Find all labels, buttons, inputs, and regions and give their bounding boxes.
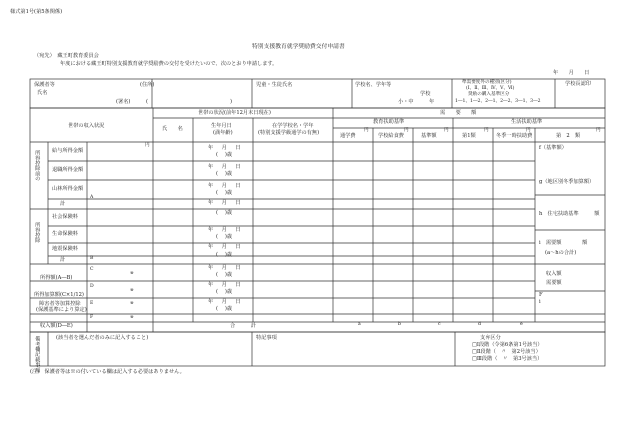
deduct-row-social: 社会保険料 [52, 214, 78, 220]
household-income-label: 世帯の収入状況 [68, 123, 105, 129]
yen-unit: 円 [484, 128, 489, 133]
col-kijun: 基準額 [421, 133, 437, 139]
side-fi: F [539, 292, 543, 298]
principal-seal-label: 学校長認印 [565, 81, 591, 87]
form-number: 様式第1号(第5条関係) [10, 9, 63, 15]
guardian-paren-open: ( [146, 99, 149, 105]
birth-date[interactable]: 年 月 日 [208, 145, 241, 151]
income-row-salary: 給与所得金額 [52, 148, 84, 154]
deduct-group-label: 所得控除 [34, 222, 41, 243]
deduct-row-total: 計 [60, 257, 66, 263]
guardian-name-label: 氏名 [37, 90, 48, 96]
school-label: 学校名、学年等 [355, 82, 392, 88]
side-i: i 需要額 額 [539, 240, 588, 246]
side-g: g（地区別冬季加算額） [539, 179, 595, 185]
income-group-label: 所得控除前の [34, 150, 41, 182]
income-total-label: 所得額(A―B) [40, 275, 73, 281]
letter-a: A [90, 195, 94, 200]
student-name-label: 児童・生徒氏名 [256, 82, 293, 88]
yen-unit: 円 [526, 128, 531, 133]
side-fi2: i [539, 299, 541, 305]
side-k1: 収入額 [546, 271, 562, 277]
age-field[interactable]: ( )歳 [216, 306, 233, 312]
letter-d: D [90, 284, 94, 289]
disability-label-2: (保護基準により算定) [36, 307, 87, 313]
revenue-total-label: 収入額(D―E) [40, 323, 73, 329]
remarks-text[interactable]: (該当者を選んだ者のみに記入すること) [56, 335, 149, 341]
letter-small-e: e [520, 322, 523, 327]
age-column: (満年齢) [213, 130, 233, 136]
special-notes-label[interactable]: 特記事項 [256, 335, 277, 341]
class-options: (Ⅰ、Ⅱ、Ⅲ、Ⅳ、Ⅴ、Ⅵ) [466, 86, 515, 91]
birth-date[interactable]: 年 月 日 [208, 227, 241, 233]
birth-date[interactable]: 年 月 日 [208, 244, 241, 250]
col-tsugaku: 通学費 [340, 133, 356, 139]
guardian-paren-close: ) [230, 99, 233, 105]
addressee: （宛先） 藏王町教育委員会 [34, 53, 99, 59]
letter-f: F [90, 315, 94, 320]
birth-date[interactable]: 年 月 日 [208, 282, 241, 288]
star-mark: ※ [130, 301, 134, 306]
intro-text: 年度における藏王町特別支援教育就学奨励費の交付を受けたいので、次のとおり申請します。 [60, 61, 278, 67]
letter-b: B [90, 256, 94, 261]
income-row-forest: 山林所得金額 [52, 186, 84, 192]
edu-standard-label: 教育扶助基準 [373, 119, 405, 125]
school-suffix: 学校 [420, 91, 431, 97]
col-kyushoku: 学校給食費 [378, 133, 404, 139]
limit-options: 1―1、1―2、2―1、2―2、3―1、3―2 [455, 99, 541, 104]
side-k2: 需要額 [546, 280, 562, 286]
birth-date[interactable]: 年 月 日 [208, 299, 241, 305]
date-field[interactable]: 年 月 日 [553, 70, 590, 76]
yen-unit: 円 [145, 143, 150, 148]
age-field[interactable]: ( )歳 [216, 272, 233, 278]
side-i2: (a～hの合計) [545, 250, 577, 256]
letter-small-b: b [398, 322, 401, 327]
form-title: 特別支援教育就学奨励費交付申請書 [252, 44, 345, 50]
star-mark: ※ [130, 271, 134, 276]
letter-small-c: c [438, 322, 441, 327]
school-column: 在学学校名・学年 [272, 123, 314, 129]
col-ichiji: 冬季一時扶助費 [496, 133, 533, 139]
yen-unit: 円 [364, 128, 369, 133]
total-label: 合 計 [230, 323, 256, 329]
income-row-retire: 退職所得金額 [52, 167, 84, 173]
yen-unit: 円 [444, 128, 449, 133]
guardian-seal-label[interactable]: (署名) [116, 99, 131, 105]
deduct-row-quake: 地震保険料 [52, 246, 78, 252]
payment-class-title: 支弁区分 [480, 335, 501, 341]
birth-column: 生年月日 [211, 123, 232, 129]
limit-label: 奨励の購入基準区分 [468, 92, 510, 97]
yen-unit: 円 [404, 128, 409, 133]
income-half-label: 所得加算額(C×1/12) [34, 292, 84, 298]
school-column-sub: (特別支援学級通学の有無) [258, 130, 320, 136]
age-field[interactable]: ( )歳 [216, 190, 233, 196]
demand-label: 需 要 額 [440, 110, 477, 116]
yen-unit: 円 [596, 128, 601, 133]
letter-e: E [90, 301, 94, 306]
income-row-total: 計 [60, 201, 66, 207]
life-standard-label: 生活扶助基準 [511, 119, 543, 125]
birth-date[interactable]: 年 月 日 [208, 164, 241, 170]
deduct-row-life: 生命保険料 [52, 231, 78, 237]
payment-class-2[interactable]: □Ⅱ段階（ 〃 第2号該当） [472, 349, 541, 355]
age-field[interactable]: ( )歳 [216, 234, 233, 240]
grade-suffix: 小・中 年 [398, 99, 435, 105]
age-field[interactable]: ( )歳 [216, 289, 233, 295]
footnote: (注) 保護者等は※の付いている欄は記入する必要はありません。 [30, 369, 185, 375]
star-mark: ※ [130, 315, 134, 320]
col-dai1: 第1類 [462, 133, 476, 139]
age-field[interactable]: ( )歳 [216, 171, 233, 177]
age-field[interactable]: ( )歳 [216, 252, 233, 258]
guardian-address-label[interactable]: (住所) [140, 82, 155, 88]
age-field[interactable]: ( )歳 [216, 210, 233, 216]
payment-class-3[interactable]: □Ⅲ段階（ 〃 第3号該当） [472, 356, 543, 362]
side-f: f（基準額） [539, 145, 567, 151]
payment-class-1[interactable]: □Ⅰ段階（令第6条第1号該当） [472, 342, 543, 348]
birth-date[interactable]: 年 月 日 [208, 183, 241, 189]
age-field[interactable]: ( )歳 [216, 152, 233, 158]
birth-date[interactable]: 年 月 日 [208, 200, 241, 206]
col-dai2: 第 2 類 [556, 133, 581, 139]
class-label: 準需要度外の種別(区分) [462, 80, 512, 85]
birth-date[interactable]: 年 月 日 [208, 265, 241, 271]
side-h: h 住宅扶助基準 額 [539, 211, 600, 217]
name-column: 氏 名 [162, 126, 183, 132]
letter-c: C [90, 267, 94, 272]
letter-small-a: a [358, 322, 361, 327]
household-status-label: 世帯の状況(前年12月末日現在) [198, 110, 271, 116]
remarks-label: 備考欄記載事項 [34, 336, 41, 373]
disability-label: 障害者等加算控除 [39, 301, 81, 307]
star-mark: ※ [130, 288, 134, 293]
guardian-label: 保護者等 [34, 82, 55, 88]
letter-small-d: d [478, 322, 481, 327]
